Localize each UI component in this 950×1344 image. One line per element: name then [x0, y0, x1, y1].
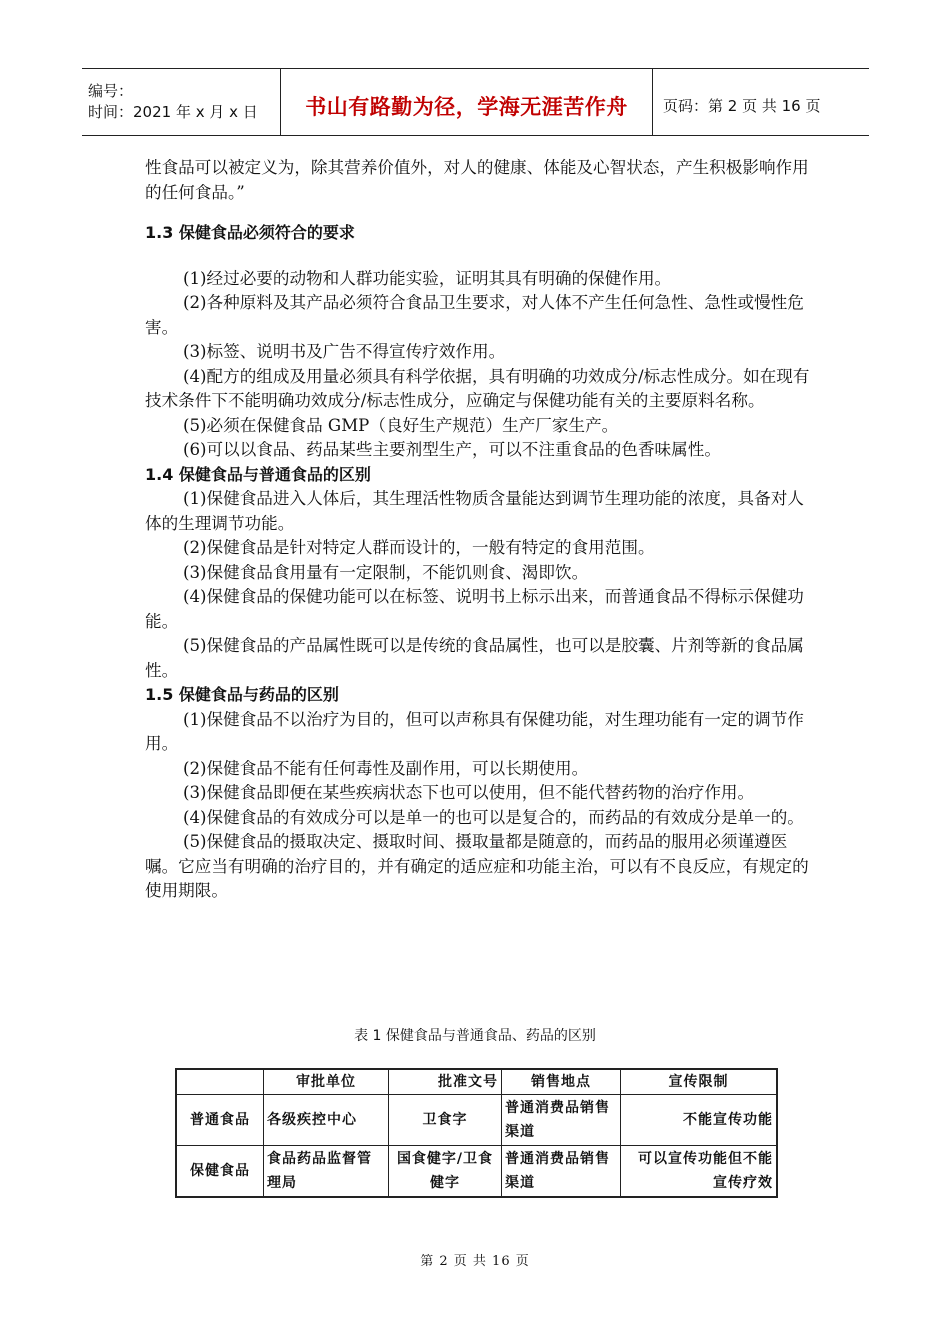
table-cell: 卫食字	[389, 1095, 502, 1146]
list-item: (4)配方的组成及用量必须具有科学依据，具有明确的功效成分/标志性成分。如在现有技术条件下不能明确功效成分/标志性成分，应确定与保健功能有关的主要原料名称。	[145, 366, 810, 410]
list-item: (3)保健食品即便在某些疾病状态下也可以使用，但不能代替药物的治疗作用。	[183, 783, 755, 802]
list-item: (5)保健食品的摄取决定、摄取时间、摄取量都是随意的，而药品的服用必须谨遵医嘱。它应当有明确的治疗目的，并有确定的适应症和功能主治，可以有不良反应，有规定的使用期限。	[145, 832, 809, 900]
table-cell: 普通消费品销售渠道	[502, 1146, 621, 1198]
table-header-row	[176, 1069, 777, 1095]
table-cell: 可以宣传功能但不能宣传疗效	[621, 1146, 778, 1198]
table-cell: 各级疾控中心	[264, 1095, 389, 1146]
list-item: (4)保健食品的保健功能可以在标签、说明书上标示出来，而普通食品不得标示保健功能。	[145, 587, 804, 631]
section-heading-1-4: 1.4 保健食品与普通食品的区别	[145, 464, 371, 484]
page-footer: 第 2 页 共 16 页	[420, 1254, 530, 1269]
list-item: (3)标签、说明书及广告不得宣传疗效作用。	[183, 342, 506, 361]
table-header-cell	[176, 1069, 264, 1095]
table-row	[176, 1146, 777, 1198]
list-item: (1)保健食品不以治疗为目的，但可以声称具有保健功能，对生理功能有一定的调节作用。	[145, 709, 804, 753]
section-heading-1-3: 1.3 保健食品必须符合的要求	[145, 223, 355, 242]
header-page-info: 页码：第 2 页 共 16 页	[663, 96, 821, 115]
list-item: (2)保健食品不能有任何毒性及副作用，可以长期使用。	[183, 758, 589, 778]
table-header-cell: 销售地点	[502, 1069, 621, 1095]
document-body	[145, 156, 810, 904]
table-cell: 保健食品	[176, 1146, 264, 1198]
list-item: (1)经过必要的动物和人群功能实验，证明其具有明确的保健作用。	[183, 268, 672, 288]
header-meta	[82, 69, 281, 135]
list-item: (2)各种原料及其产品必须符合食品卫生要求，对人体不产生任何急性、急性或慢性危害。	[145, 293, 804, 337]
table-cell: 普通食品	[176, 1095, 264, 1146]
header-motto: 书山有路勤为径，学海无涯苦作舟	[281, 69, 653, 135]
list-item: (6)可以以食品、药品某些主要剂型生产，可以不注重食品的色香味属性。	[183, 440, 721, 459]
date-label: 时间：2021 年 x 月 x 日	[88, 103, 258, 121]
table-cell: 国食健字/卫食健字	[389, 1146, 502, 1198]
table-cell: 不能宣传功能	[621, 1095, 778, 1146]
section-heading-1-5: 1.5 保健食品与药品的区别	[145, 685, 339, 704]
page-header	[82, 68, 869, 136]
list-item: (4)保健食品的有效成分可以是单一的也可以是复合的，而药品的有效成分是单一的。	[183, 807, 804, 827]
list-item: (5)必须在保健食品 GMP（良好生产规范）生产厂家生产。	[183, 415, 619, 435]
table-row	[176, 1095, 777, 1146]
intro-paragraph: 性食品可以被定义为，除其营养价值外，对人的健康、体能及心智状态，产生积极影响作用的任何食品。”	[145, 158, 809, 202]
table-header-cell: 宣传限制	[621, 1069, 778, 1095]
table-cell: 食品药品监督管理局	[264, 1146, 389, 1198]
number-label: 编号：	[88, 82, 134, 100]
table-cell: 普通消费品销售渠道	[502, 1095, 621, 1146]
list-item: (2)保健食品是针对特定人群而设计的，一般有特定的食用范围。	[183, 538, 655, 557]
table-header-cell: 批准文号	[389, 1069, 502, 1095]
list-item: (1)保健食品进入人体后，其生理活性物质含量能达到调节生理功能的浓度，具备对人体的生理调节功能。	[145, 489, 804, 533]
list-item: (3)保健食品食用量有一定限制，不能饥则食、渴即饮。	[183, 562, 589, 582]
list-item: (5)保健食品的产品属性既可以是传统的食品属性，也可以是胶囊、片剂等新的食品属性。	[145, 636, 804, 680]
table-header-cell: 审批单位	[264, 1069, 389, 1095]
comparison-table	[175, 1068, 778, 1198]
table-caption: 表 1 保健食品与普通食品、药品的区别	[354, 1028, 596, 1044]
